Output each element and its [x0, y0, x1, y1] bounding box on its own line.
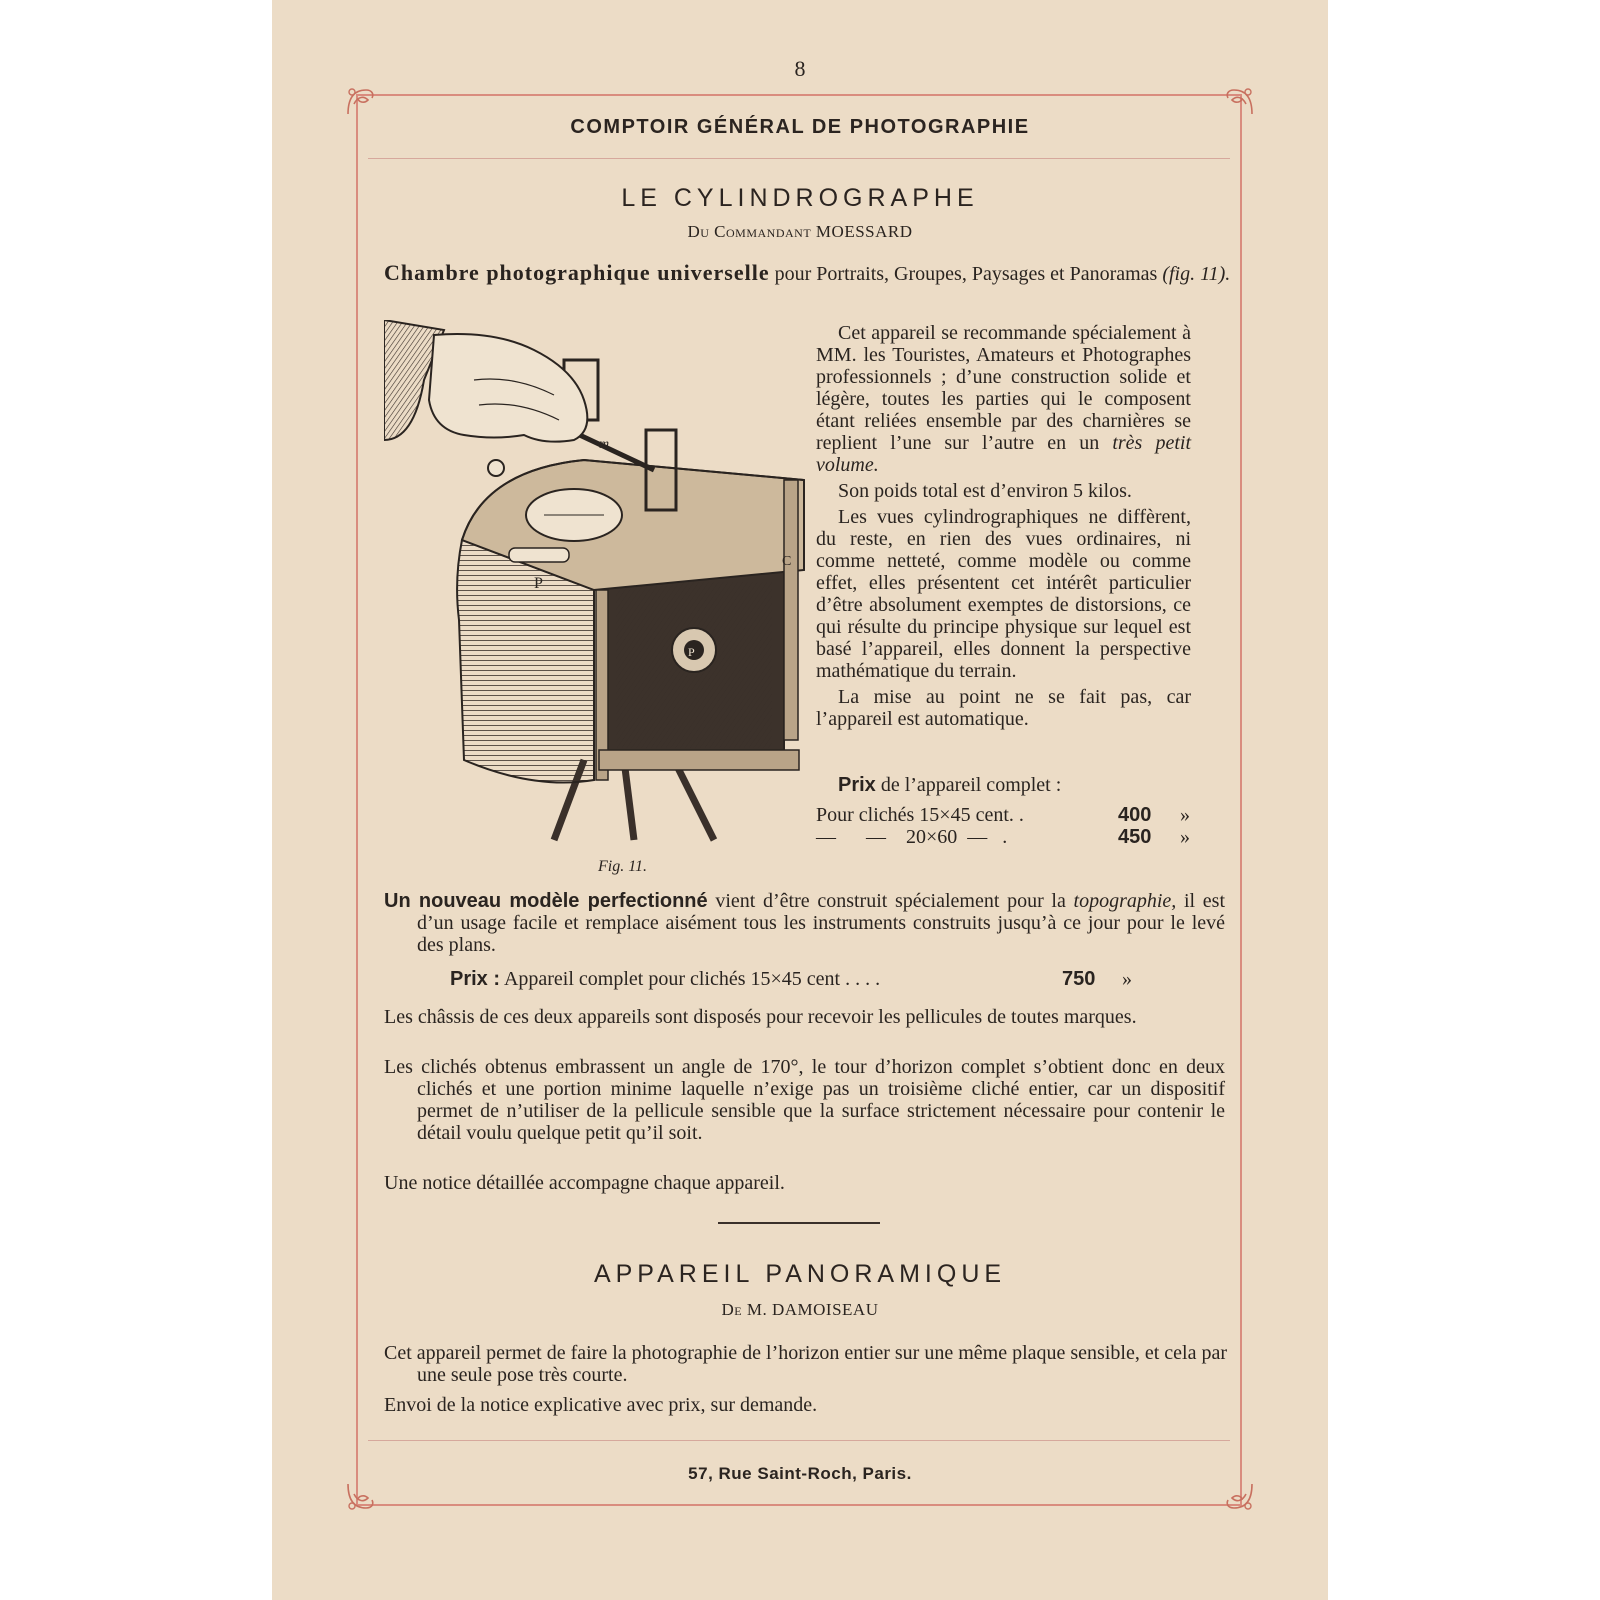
para-chassis: Les châssis de ces deux appareils sont disposés pour recevoir les pellicules de toutes marques.	[384, 1006, 1137, 1028]
intro-headline: Chambre photographique universelle	[384, 260, 770, 285]
corner-ornament-icon	[344, 84, 378, 118]
price-row-2-value: 450	[1118, 826, 1152, 848]
price-row-1-unit: »	[1180, 804, 1190, 826]
right-column	[816, 322, 1191, 730]
header-rule	[368, 158, 1230, 159]
section-title-cylindrographe: LE CYLINDROGRAPHE	[621, 184, 979, 212]
price-row-1-text: Pour clichés 15×45 cent. .	[816, 804, 1024, 826]
byline-prefix: Du Commandant	[687, 222, 812, 241]
price-row-3-label: Prix :	[450, 968, 501, 990]
price-row-1-value: 400	[1118, 804, 1152, 826]
new-model-text-a: vient d’être construit spécialement pour la	[715, 890, 1066, 912]
section-divider	[718, 1222, 880, 1224]
intro-paragraph	[384, 262, 1249, 285]
section-title-panoramique: APPAREIL PANORAMIQUE	[593, 1260, 1007, 1288]
para-description	[816, 322, 1191, 476]
para-envoi: Envoi de la notice explicative avec prix, sur demande.	[384, 1394, 818, 1416]
byline-name: MOESSARD	[815, 222, 913, 241]
corner-ornament-icon	[1222, 84, 1256, 118]
figure-label-p: P	[534, 575, 543, 592]
para-notice: Une notice détaillée accompagne chaque appareil.	[384, 1172, 785, 1194]
intro-text: pour Portraits, Groupes, Paysages et Panoramas	[774, 263, 1158, 285]
intro-fig-ref: (fig. 11).	[1162, 263, 1231, 285]
price-row-3	[450, 968, 1150, 990]
byline-moessard	[272, 222, 1328, 242]
figure-label-m: m	[599, 437, 610, 452]
price-label-rest: de l’appareil complet :	[880, 774, 1062, 796]
byline-name: DAMOISEAU	[771, 1300, 879, 1319]
new-model-paragraph	[384, 890, 1225, 956]
para-panoramique: Cet appareil permet de faire la photographie de l’horizon entier sur une même plaque sensible, et cela par une seule pose très courte.	[384, 1342, 1227, 1386]
para-views: Les vues cylindrographiques ne diffèrent, du reste, en rien des vues ordinaires, ni comme netteté, comme modèle ou comme effet, elles présentent cet intérêt particulier d’être absolument exemptes de distorsions, ce qui résulte du principe physique sur lequel est basé l’appareil, elles donnent la perspective mathématique du terrain.	[816, 506, 1191, 682]
para-description-text: Cet appareil se recommande spécialement à MM. les Touristes, Amateurs et Photographes professionnels ; d’une construction solide et légère, toutes les parties qui le composent étant reliées ensemble par des charnières se replient l’une sur l’autre en un	[816, 322, 1191, 454]
price-row-3-unit: »	[1122, 968, 1132, 990]
para-cliches: Les clichés obtenus embrassent un angle de 170°, le tour d’horizon complet s’obtient donc en deux clichés et une portion minime laquelle n’exige pas un troisième cliché entier, car un dispositif permet de n’utiliser de la pellicule sensible que la surface strictement nécessaire pour contenir le détail voulu quelque petit qu’il soit.	[384, 1056, 1225, 1144]
cylindrographe-camera-engraving-icon	[384, 320, 814, 856]
price-row-2-unit: »	[1180, 826, 1190, 848]
footer-address: 57, Rue Saint-Roch, Paris.	[688, 1464, 912, 1483]
para-focus: La mise au point ne se fait pas, car l’appareil est automatique.	[816, 686, 1191, 730]
footer-rule	[368, 1440, 1230, 1441]
price-row-2	[816, 826, 1191, 848]
price-row-3-text: Appareil complet pour clichés 15×45 cent . . . .	[503, 968, 881, 990]
figure-label-c: C	[782, 554, 792, 569]
byline-damoiseau	[272, 1300, 1328, 1320]
price-row-2-text: — — 20×60 — .	[816, 826, 1008, 848]
corner-ornament-icon	[1222, 1480, 1256, 1514]
catalog-page	[272, 0, 1328, 1600]
figure-caption: Fig. 11.	[598, 858, 648, 875]
para-weight: Son poids total est d’environ 5 kilos.	[838, 480, 1132, 502]
new-model-emphasis: topographie,	[1073, 890, 1177, 912]
page-number: 8	[794, 56, 806, 81]
new-model-text-b: il est d’un usage facile et remplace aisément tous les instruments construits jusqu’à ce jour pour le levé des plans.	[417, 890, 1226, 956]
price-row-3-value: 750	[1062, 968, 1096, 990]
para-description-emphasis: très petit volume.	[816, 432, 1191, 476]
price-label: Prix	[838, 774, 876, 796]
price-heading	[838, 774, 1061, 796]
price-row-1	[816, 804, 1191, 826]
figure-label-p2: P	[688, 645, 695, 659]
corner-ornament-icon	[344, 1480, 378, 1514]
byline-prefix: De M.	[721, 1300, 768, 1319]
header-title: COMPTOIR GÉNÉRAL DE PHOTOGRAPHIE	[570, 116, 1030, 138]
new-model-headline: Un nouveau modèle perfectionné	[384, 890, 708, 912]
